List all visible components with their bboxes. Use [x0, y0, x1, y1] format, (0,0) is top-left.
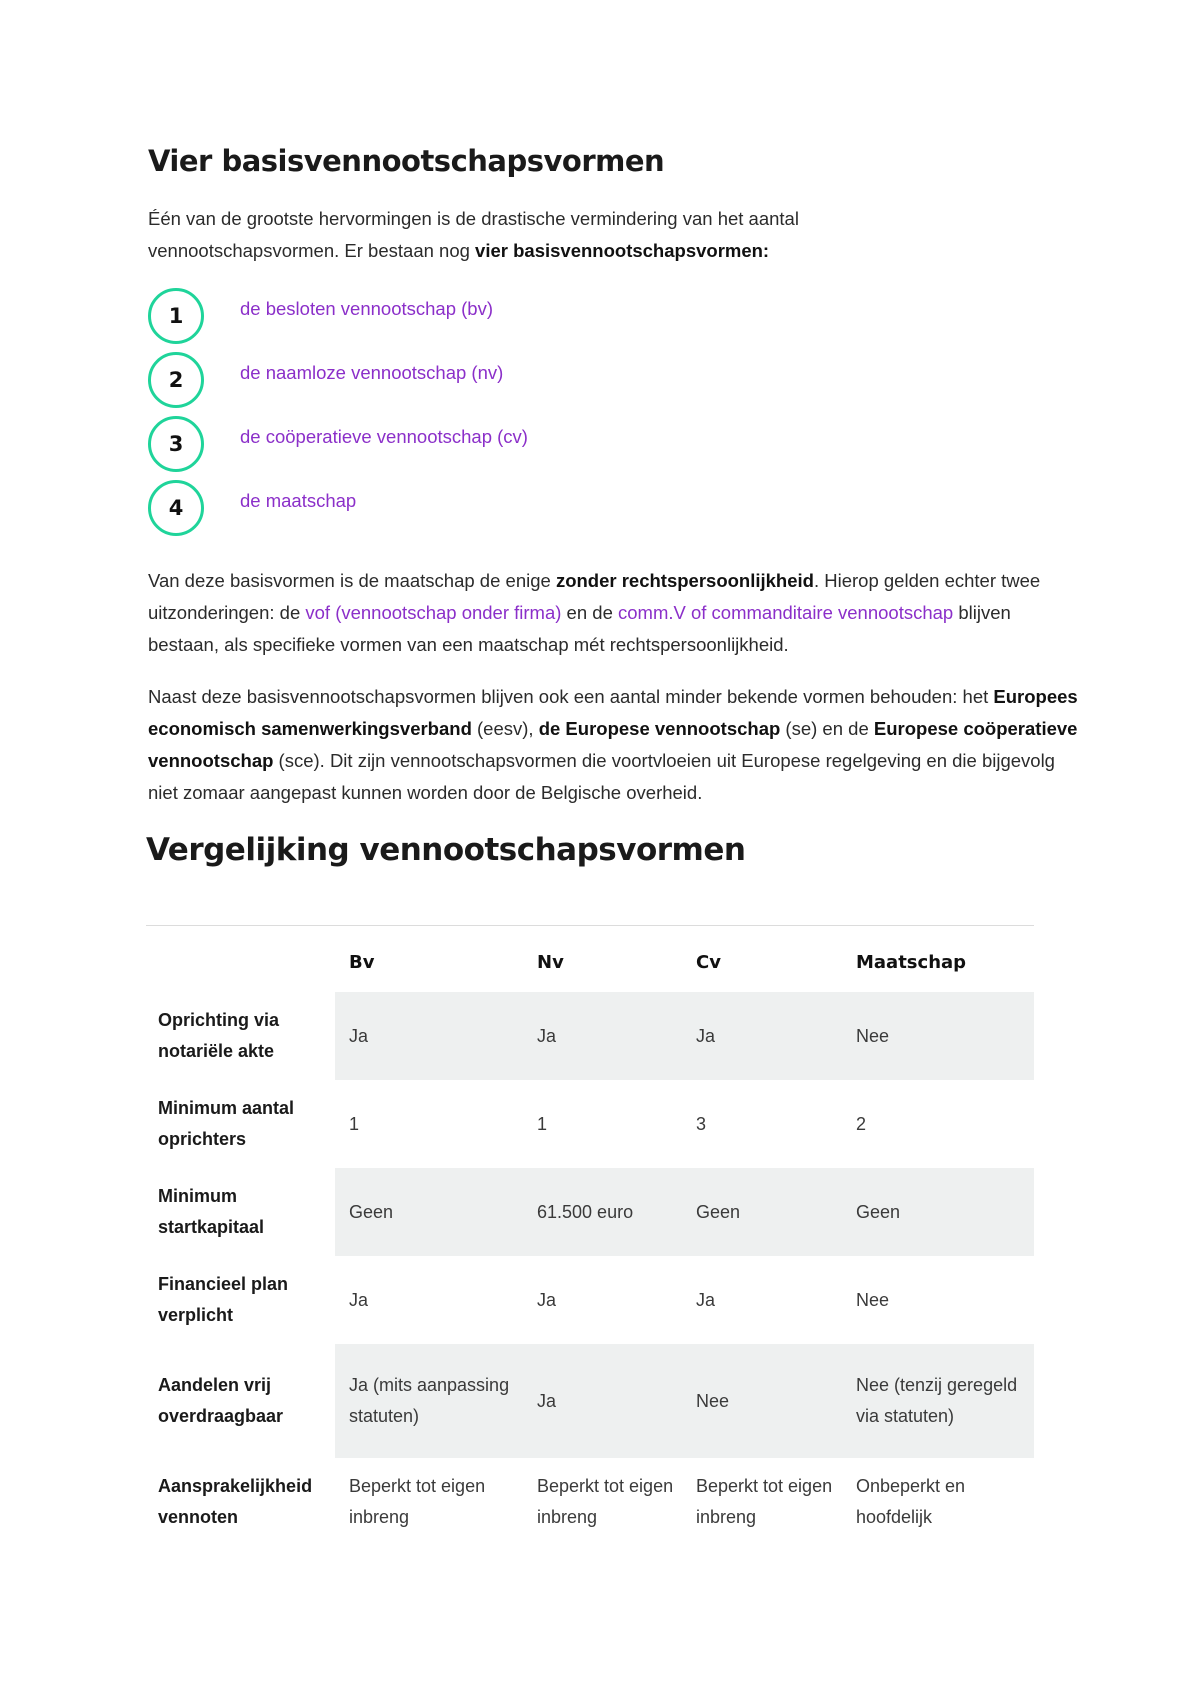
table-cell: Nee — [842, 992, 1034, 1080]
table-cell: Ja — [349, 1289, 369, 1310]
table-cell: Ja — [696, 1289, 716, 1310]
bold-span: de Europese vennootschap — [538, 718, 781, 739]
row-header: Minimum startkapitaal — [158, 1186, 265, 1237]
table-row — [146, 1344, 1034, 1458]
bold-span: Europese coöperatieve vennootschap — [148, 718, 1078, 771]
text-span: blijven bestaan, als specifieke vormen van een maatschap mét rechtspersoonlijkheid. — [148, 602, 1011, 655]
table-cell: Nee — [682, 1344, 842, 1458]
comparison-table-wrapper — [146, 925, 1034, 1546]
comparison-title: Vergelijking vennootschapsvormen — [146, 832, 746, 868]
column-header: Maatschap — [856, 951, 967, 973]
table-cell: 61.500 euro — [523, 1168, 682, 1256]
table-cell: Ja — [335, 992, 523, 1080]
intro-bold: vier basisvennootschapsvormen: — [475, 240, 770, 261]
row-header: Oprichting via notariële akte — [158, 1010, 280, 1061]
table-cell: Ja — [523, 992, 682, 1080]
column-header: Cv — [696, 951, 721, 973]
row-header: Aandelen vrij overdraagbaar — [158, 1375, 284, 1426]
table-header-row — [146, 926, 1034, 993]
european-forms-paragraph — [148, 681, 1078, 809]
table-cell: Ja (mits aanpassing statuten) — [335, 1344, 523, 1458]
row-header: Minimum aantal oprichters — [158, 1098, 295, 1149]
table-row — [146, 1168, 1034, 1256]
number-badge: 4 — [148, 480, 204, 536]
table-row — [146, 1256, 1034, 1344]
table-cell: 2 — [856, 1113, 867, 1134]
table-cell: Ja — [523, 1344, 682, 1458]
bold-span: zonder rechtspersoonlijkheid — [555, 570, 814, 591]
column-header — [146, 926, 335, 993]
table-cell: Nee (tenzij geregeld via statuten) — [842, 1344, 1034, 1458]
text-span: en de — [561, 602, 618, 623]
table-cell: 1 — [349, 1113, 360, 1134]
table-cell: Geen — [682, 1168, 842, 1256]
column-header: Bv — [349, 951, 375, 973]
table-row — [146, 992, 1034, 1080]
text-span: Naast deze basisvennootschapsvormen blijven ook een aantal minder bekende vormen behouden: het — [148, 686, 994, 707]
table-cell: Geen — [335, 1168, 523, 1256]
number-badge: 2 — [148, 352, 204, 408]
text-span: Van deze basisvormen is de maatschap de enige — [148, 570, 556, 591]
table-cell: Onbeperkt en hoofdelijk — [856, 1476, 966, 1527]
table-cell: 1 — [537, 1113, 548, 1134]
table-cell: Ja — [537, 1289, 557, 1310]
table-cell: Ja — [682, 992, 842, 1080]
section-title: Vier basisvennootschapsvormen — [148, 144, 665, 178]
row-header: Aansprakelijkheid vennoten — [158, 1476, 313, 1527]
comparison-table — [146, 925, 1034, 1546]
text-span: . Hierop gelden echter twee uitzonderingen: de — [148, 570, 1041, 623]
table-row — [146, 1080, 1034, 1168]
bold-span: Europees economisch samenwerkingsverband — [148, 686, 1078, 739]
list-link[interactable]: de naamloze vennootschap (nv) — [240, 362, 504, 383]
table-cell: Beperkt tot eigen inbreng — [349, 1476, 486, 1527]
table-row — [146, 1458, 1034, 1546]
table-cell: Beperkt tot eigen inbreng — [696, 1476, 833, 1527]
commv-link[interactable]: comm.V of commanditaire vennootschap — [618, 602, 954, 623]
exceptions-paragraph — [148, 565, 1078, 661]
list-link[interactable]: de besloten vennootschap (bv) — [240, 298, 494, 319]
intro-text: Één van de grootste hervormingen is de drastische vermindering van het aantal vennootschapsvormen. Er bestaan nog — [148, 208, 799, 261]
text-span: (se) en de — [780, 718, 874, 739]
number-badge: 3 — [148, 416, 204, 472]
text-span: (eesv), — [471, 718, 539, 739]
row-header: Financieel plan verplicht — [158, 1274, 289, 1325]
column-header: Nv — [537, 951, 564, 973]
number-badge: 1 — [148, 288, 204, 344]
table-cell: Geen — [842, 1168, 1034, 1256]
list-link[interactable]: de maatschap — [240, 490, 357, 511]
vof-link[interactable]: vof (vennootschap onder firma) — [305, 602, 562, 623]
table-cell: Beperkt tot eigen inbreng — [537, 1476, 674, 1527]
table-cell: Nee — [856, 1289, 890, 1310]
text-span: (sce). Dit zijn vennootschapsvormen die voortvloeien uit Europese regelgeving en die bijgevolg niet zomaar aangepast kunnen worden door de Belgische overheid. — [148, 750, 1055, 803]
intro-paragraph — [148, 203, 908, 267]
table-cell: 3 — [696, 1113, 707, 1134]
list-link[interactable]: de coöperatieve vennootschap (cv) — [240, 426, 528, 447]
